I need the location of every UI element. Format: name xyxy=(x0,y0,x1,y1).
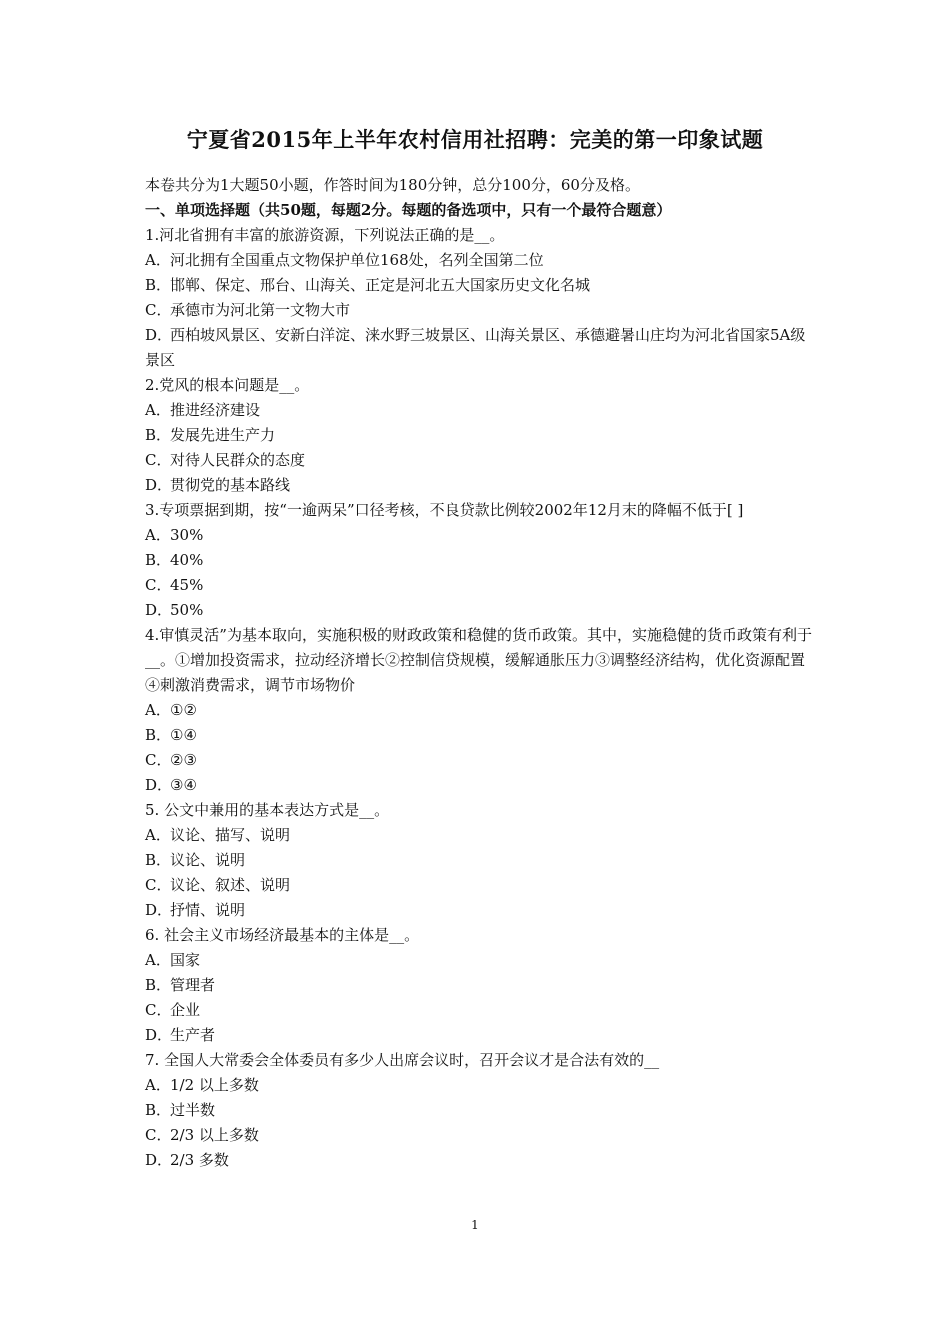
option-text: ①② xyxy=(170,701,197,719)
option-text: 50% xyxy=(170,601,204,619)
option-label: A． xyxy=(145,826,171,844)
option-text: ③④ xyxy=(170,776,197,794)
question-stem: 1.河北省拥有丰富的旅游资源，下列说法正确的是__。 xyxy=(145,226,505,244)
option-label: A． xyxy=(145,526,171,544)
option-a xyxy=(145,398,815,423)
option-d xyxy=(145,1148,815,1173)
option-c xyxy=(145,998,815,1023)
option-b xyxy=(145,973,815,998)
option-label: A． xyxy=(145,701,171,719)
option-text: 抒情、说明 xyxy=(170,901,246,919)
option-label: D． xyxy=(145,776,173,794)
option-c xyxy=(145,748,815,773)
option-label: D． xyxy=(145,901,173,919)
option-label: C． xyxy=(145,301,172,319)
option-text: ②③ xyxy=(170,751,197,769)
option-text: 邯郸、保定、邢台、山海关、正定是河北五大国家历史文化名城 xyxy=(170,276,591,294)
option-label: C． xyxy=(145,576,172,594)
question-stem: 5. 公文中兼用的基本表达方式是__。 xyxy=(145,801,390,819)
option-text: 承德市为河北第一文物大市 xyxy=(170,301,351,319)
question-stem: 3.专项票据到期，按“一逾两呆”口径考核，不良贷款比例较2002年12月末的降幅不低于[ ] xyxy=(145,501,744,519)
option-text: 2/3 以上多数 xyxy=(170,1126,259,1144)
option-label: B． xyxy=(145,976,172,994)
option-text: 发展先进生产力 xyxy=(170,426,276,444)
document-title: 宁夏省2015年上半年农村信用社招聘：完美的第一印象试题 xyxy=(186,127,764,152)
option-b xyxy=(145,548,815,573)
question-stem: 2.党风的根本问题是__。 xyxy=(145,376,310,394)
option-label: B． xyxy=(145,851,172,869)
option-label: B． xyxy=(145,426,172,444)
option-label: D． xyxy=(145,326,173,344)
option-a xyxy=(145,248,815,273)
option-a xyxy=(145,1073,815,1098)
option-label: C． xyxy=(145,451,172,469)
option-b xyxy=(145,848,815,873)
option-a xyxy=(145,523,815,548)
exam-intro: 本卷共分为1大题50小题，作答时间为180分钟，总分100分，60分及格。 xyxy=(145,176,640,194)
option-text: 过半数 xyxy=(170,1101,216,1119)
option-label: C． xyxy=(145,876,172,894)
option-c xyxy=(145,873,815,898)
document-body xyxy=(145,173,815,1173)
option-d xyxy=(145,773,815,798)
option-b xyxy=(145,723,815,748)
option-text: 2/3 多数 xyxy=(170,1151,229,1169)
option-label: C． xyxy=(145,1001,172,1019)
option-d xyxy=(145,473,815,498)
option-text: 30% xyxy=(170,526,204,544)
page-number: 1 xyxy=(471,1218,479,1232)
option-c xyxy=(145,448,815,473)
option-text: 生产者 xyxy=(170,1026,216,1044)
option-text: 45% xyxy=(170,576,204,594)
option-b xyxy=(145,423,815,448)
option-d xyxy=(145,598,815,623)
option-d xyxy=(145,898,815,923)
option-b xyxy=(145,1098,815,1123)
option-text: 管理者 xyxy=(170,976,216,994)
option-b xyxy=(145,273,815,298)
option-label: B． xyxy=(145,551,172,569)
option-label: D． xyxy=(145,1151,173,1169)
option-c xyxy=(145,298,815,323)
option-text: 40% xyxy=(170,551,204,569)
option-c xyxy=(145,1123,815,1148)
option-a xyxy=(145,948,815,973)
option-label: C． xyxy=(145,751,172,769)
option-text: 议论、说明 xyxy=(170,851,246,869)
option-text: 企业 xyxy=(170,1001,201,1019)
option-label: D． xyxy=(145,476,173,494)
option-label: B． xyxy=(145,1101,172,1119)
option-label: A． xyxy=(145,1076,171,1094)
option-text: 议论、叙述、说明 xyxy=(170,876,291,894)
section-heading: 一、单项选择题（共50题，每题2分。每题的备选项中，只有一个最符合题意） xyxy=(145,201,672,219)
option-d xyxy=(145,323,815,373)
option-text: ①④ xyxy=(170,726,197,744)
option-label: A． xyxy=(145,251,171,269)
option-label: A． xyxy=(145,951,171,969)
option-label: D． xyxy=(145,601,173,619)
option-text: 议论、描写、说明 xyxy=(170,826,291,844)
question-stem: 6. 社会主义市场经济最基本的主体是__。 xyxy=(145,926,420,944)
question-stem: 4.审慎灵活”为基本取向，实施积极的财政政策和稳健的货币政策。其中，实施稳健的货币政策有利于__。①增加投资需求，拉动经济增长②控制信贷规模，缓解通胀压力③调整经济结构，优化资源配置④刺激消费需求，调节市场物价 xyxy=(145,626,812,694)
option-d xyxy=(145,1023,815,1048)
option-a xyxy=(145,698,815,723)
option-text: 贯彻党的基本路线 xyxy=(170,476,291,494)
option-text: 西柏坡风景区、安新白洋淀、涞水野三坡景区、山海关景区、承德避暑山庄均为河北省国家5A级景区 xyxy=(145,326,806,369)
option-text: 1/2 以上多数 xyxy=(170,1076,259,1094)
option-a xyxy=(145,823,815,848)
option-c xyxy=(145,573,815,598)
option-text: 推进经济建设 xyxy=(170,401,261,419)
option-text: 河北拥有全国重点文物保护单位168处，名列全国第二位 xyxy=(170,251,544,269)
option-label: A． xyxy=(145,401,171,419)
option-label: D． xyxy=(145,1026,173,1044)
option-label: B． xyxy=(145,276,172,294)
question-stem: 7. 全国人大常委会全体委员有多少人出席会议时，召开会议才是合法有效的__ xyxy=(145,1051,660,1069)
option-label: B． xyxy=(145,726,172,744)
option-text: 对待人民群众的态度 xyxy=(170,451,306,469)
option-label: C． xyxy=(145,1126,172,1144)
option-text: 国家 xyxy=(170,951,201,969)
